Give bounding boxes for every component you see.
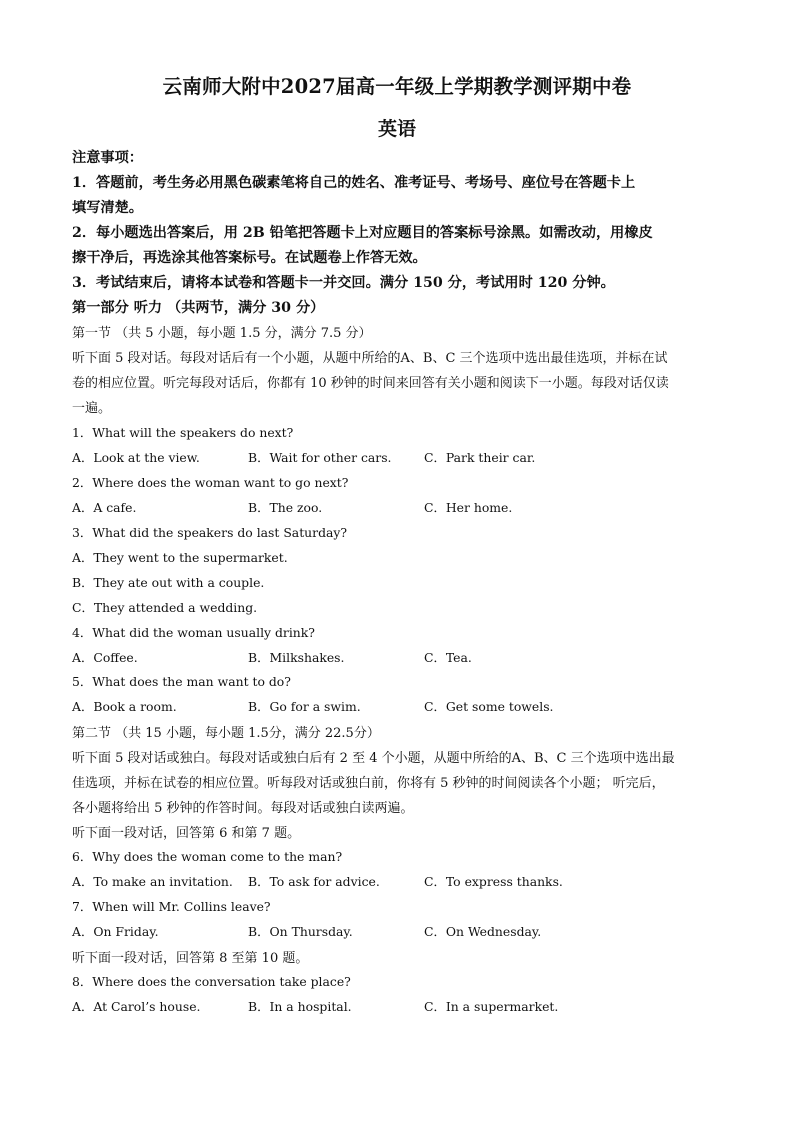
question-8-stem: 8．Where does the conversation take place?: [72, 974, 351, 989]
question-6-stem: 6．Why does the woman come to the man?: [72, 849, 343, 864]
dialog-8-10-instruction: 听下面一段对话，回答第 8 至第 10 题。: [72, 951, 309, 966]
option-c: C．To express thanks.: [424, 874, 563, 889]
option-a: A．A cafe.: [72, 500, 137, 515]
question-3-stem: 3．What did the speakers do last Saturday?: [72, 525, 348, 540]
option-a: A．On Friday.: [72, 924, 159, 939]
question-5-options: [72, 697, 732, 715]
option-b: B．The zoo.: [248, 500, 323, 515]
question-3-option-b: B．They ate out with a couple.: [72, 575, 265, 590]
notice-item-2-cont: 擦干净后，再选涂其他答案标号。在试题卷上作答无效。: [72, 250, 427, 266]
section2-heading: 第二节 （共 15 小题，每小题 1.5分，满分 22.5分）: [72, 726, 380, 741]
option-b: B．On Thursday.: [248, 924, 353, 939]
question-2-options: [72, 498, 732, 516]
option-c: C．Park their car.: [424, 450, 536, 465]
section1-instruction-line: 听下面 5 段对话。每段对话后有一个小题，从题中所给的A、B、C 三个选项中选出最佳选项，并标在试: [72, 351, 668, 366]
section1-instruction-line: 卷的相应位置。听完每段对话后，你都有 10 秒钟的时间来回答有关小题和阅读下一小题。每段对话仅读: [72, 376, 669, 391]
option-b: B．Wait for other cars.: [248, 450, 392, 465]
option-a: A．To make an invitation.: [72, 874, 233, 889]
question-2-stem: 2．Where does the woman want to go next?: [72, 475, 349, 490]
option-b: B．Milkshakes.: [248, 650, 345, 665]
option-c: C．Get some towels.: [424, 699, 554, 714]
question-6-options: [72, 872, 732, 890]
option-b: B．In a hospital.: [248, 999, 352, 1014]
notice-item-2: 2．每小题选出答案后，用 2B 铅笔把答题卡上对应题目的答案标号涂黑。如需改动，用橡皮: [72, 225, 653, 241]
notice-heading: 注意事项：: [72, 150, 143, 166]
option-c: C．In a supermarket.: [424, 999, 559, 1014]
option-a: A．Coffee.: [72, 650, 138, 665]
option-b: B．To ask for advice.: [248, 874, 380, 889]
option-a: A．At Carol’s house.: [72, 999, 201, 1014]
question-4-options: [72, 648, 732, 666]
question-3-option-c: C．They attended a wedding.: [72, 600, 258, 615]
option-c: C．On Wednesday.: [424, 924, 542, 939]
notice-item-1: 1．答题前，考生务必用黑色碳素笔将自己的姓名、准考证号、考场号、座位号在答题卡上: [72, 175, 636, 191]
question-7-options: [72, 922, 732, 940]
section2-instruction-line: 佳选项，并标在试卷的相应位置。听每段对话或独白前，你将有 5 秒钟的时间阅读各个小题； 听完后，: [72, 776, 665, 791]
question-1-options: [72, 448, 732, 466]
option-c: C．Her home.: [424, 500, 513, 515]
notice-item-3: 3．考试结束后，请将本试卷和答题卡一并交回。满分 150 分，考试用时 120 分钟。: [72, 275, 615, 291]
section2-instruction-line: 听下面 5 段对话或独白。每段对话或独白后有 2 至 4 个小题，从题中所给的A、B、C 三个选项中选出最: [72, 751, 675, 766]
subject-title: 英语: [377, 118, 416, 140]
question-3-option-a: A．They went to the supermarket.: [72, 550, 288, 565]
question-8-options: [72, 997, 732, 1015]
section1-heading: 第一节 （共 5 小题，每小题 1.5 分，满分 7.5 分）: [72, 326, 372, 341]
option-b: B．Go for a swim.: [248, 699, 361, 714]
option-a: A．Look at the view.: [72, 450, 200, 465]
section1-instruction-line: 一遍。: [72, 401, 112, 416]
notice-item-1-cont: 填写清楚。: [72, 200, 143, 216]
question-1-stem: 1．What will the speakers do next?: [72, 425, 294, 440]
dialog-6-7-instruction: 听下面一段对话，回答第 6 和第 7 题。: [72, 826, 301, 841]
question-5-stem: 5．What does the man want to do?: [72, 674, 291, 689]
exam-title: 云南师大附中2027届高一年级上学期教学测评期中卷: [162, 75, 632, 98]
section2-instruction-line: 各小题将给出 5 秒钟的作答时间。每段对话或独白读两遍。: [72, 801, 414, 816]
option-a: A．Book a room.: [72, 699, 177, 714]
question-4-stem: 4．What did the woman usually drink?: [72, 625, 315, 640]
part1-heading: 第一部分 听力 （共两节，满分 30 分）: [72, 300, 325, 316]
option-c: C．Tea.: [424, 650, 472, 665]
question-7-stem: 7．When will Mr. Collins leave?: [72, 899, 271, 914]
